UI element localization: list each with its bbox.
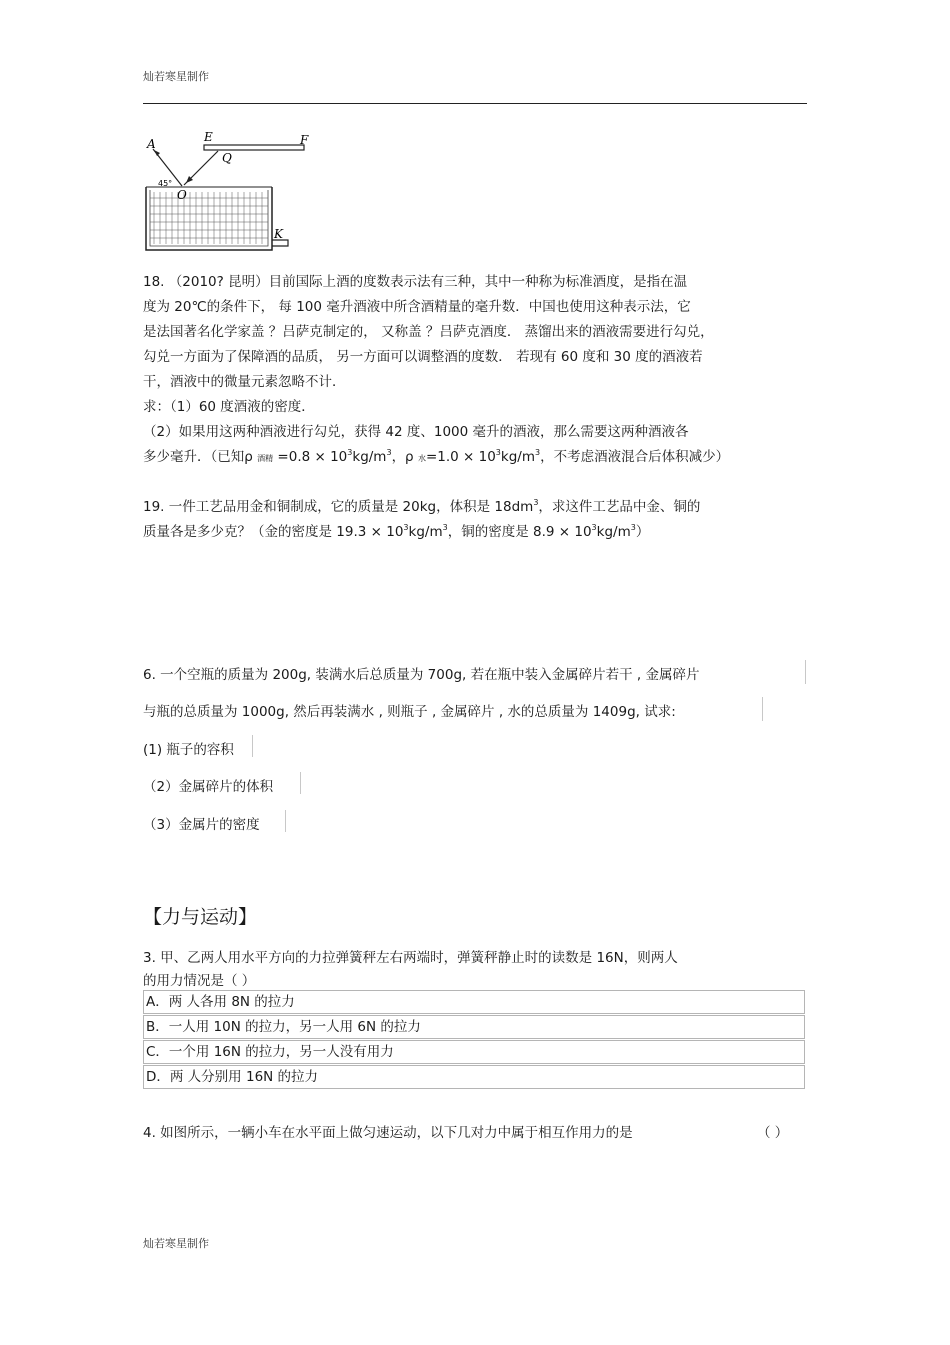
label-e: E [204, 130, 213, 144]
reflection-figure [140, 128, 320, 256]
q19-sup: 3 [533, 498, 539, 507]
q3-line-2: 的用力情况是（ ） [143, 973, 256, 989]
header-rule [143, 103, 807, 104]
q19-sup: 3 [630, 523, 636, 532]
q6-part-3: （3）金属片的密度 [143, 817, 260, 833]
q18-line-4: 勾兑一方面为了保障酒的品质， 另一方面可以调整酒的度数． 若现有 60 度和 30 度的酒液若 [143, 349, 703, 365]
q19-text: ，铜的密度是 8.9 × 10 [447, 524, 592, 540]
q18-water-density: =1.0 × 10 [425, 449, 496, 465]
page-header: 灿若寒星制作 [143, 70, 209, 83]
q18-sup: 3 [386, 448, 392, 457]
q18-line-3: 是法国著名化学家盖 ？吕萨克制定的， 又称盖 ？吕萨克酒度． 蒸馏出来的酒液需要进行勾兑， [143, 324, 714, 340]
q18-sup: 3 [347, 448, 353, 457]
q18-unit: kg/m [352, 449, 387, 465]
mirror-ef [204, 145, 304, 150]
page-footer: 灿若寒星制作 [143, 1237, 209, 1250]
q18-line-7: （2）如果用这两种酒液进行勾兑，获得 42 度、1000 毫升的酒液，那么需要这两种酒液各 [143, 424, 689, 440]
option-b[interactable]: B．一人用 10N 的拉力，另一人用 6N 的拉力 [143, 1015, 805, 1039]
q18-sup: 3 [534, 448, 541, 457]
q19-sup: 3 [442, 523, 448, 532]
q6-part-2: （2）金属碎片的体积 [143, 779, 274, 795]
option-d[interactable]: D．两 人分别用 16N 的拉力 [143, 1065, 805, 1089]
label-f: F [300, 133, 309, 147]
q6-line-2: 与瓶的总质量为 1000g, 然后再装满水 , 则瓶子 , 金属碎片 , 水的总质量为 1409g, 试求: [143, 704, 676, 720]
q18-sub-alcohol: 酒精 [257, 454, 274, 463]
q19-sup: 3 [591, 523, 597, 532]
option-a[interactable]: A．两 人各用 8N 的拉力 [143, 990, 805, 1014]
q18-note: ，不考虑酒液混合后体积减少） [540, 449, 730, 465]
q19-line-2 [143, 520, 649, 540]
q18-rho: ，ρ [391, 449, 418, 465]
q18-line-8 [143, 445, 729, 465]
q19-text: ） [635, 524, 650, 540]
label-q: Q [222, 151, 232, 165]
container [146, 187, 272, 250]
label-a: A [147, 137, 156, 151]
q18-line-5: 干，酒液中的微量元素忽略不计． [143, 374, 346, 390]
q18-sub-water: 水 [417, 454, 426, 463]
q19-text: kg/m [596, 524, 631, 540]
option-c[interactable]: C．一个用 16N 的拉力，另一人没有用力 [143, 1040, 805, 1064]
q19-text: 质量各是多少克？（金的密度是 19.3 × 10 [143, 524, 404, 540]
q4-line-1: 4. 如图所示，一辆小车在水平面上做匀速运动，以下几对力中属于相互作用力的是 [143, 1125, 633, 1141]
q19-line-1 [143, 495, 700, 515]
q18-sup: 3 [495, 448, 501, 457]
label-k: K [274, 227, 283, 241]
q3-line-1: 3. 甲、乙两人用水平方向的力拉弹簧秤左右两端时，弹簧秤静止时的读数是 16N，则两人 [143, 950, 678, 966]
water-hatch [150, 192, 268, 244]
q19-text: 19. 一件工艺品用金和铜制成，它的质量是 20kg，体积是 18dm [143, 499, 534, 515]
q18-known-prefix: 多少毫升．（已知ρ [143, 449, 253, 465]
q6-part-1: (1) 瓶子的容积 [143, 742, 234, 758]
q18-alcohol-density: =0.8 × 10 [277, 449, 348, 465]
label-o: O [177, 188, 187, 202]
q18-unit: kg/m [500, 449, 535, 465]
section-title: 【力与运动】 [143, 906, 258, 928]
q18-line-1: 18. （2010? 昆明）目前国际上酒的度数表示法有三种，其中一种称为标准酒度，是指在温 [143, 274, 688, 290]
q18-line-2: 度为 20℃的条件下， 每 100 毫升酒液中所含酒精量的毫升数．中国也使用这种表示法，它 [143, 299, 691, 315]
q19-text: ，求这件工艺品中金、铜的 [538, 499, 701, 515]
q19-sup: 3 [403, 523, 409, 532]
label-angle: 45° [158, 179, 173, 188]
q6-line-1: 6. 一个空瓶的质量为 200g, 装满水后总质量为 700g, 若在瓶中装入金属碎片若干 , 金属碎片 [143, 667, 700, 683]
q4-answer-paren: （ ） [757, 1125, 789, 1141]
q18-line-6: 求：（1）60 度酒液的密度． [143, 399, 315, 415]
q19-text: kg/m [408, 524, 443, 540]
